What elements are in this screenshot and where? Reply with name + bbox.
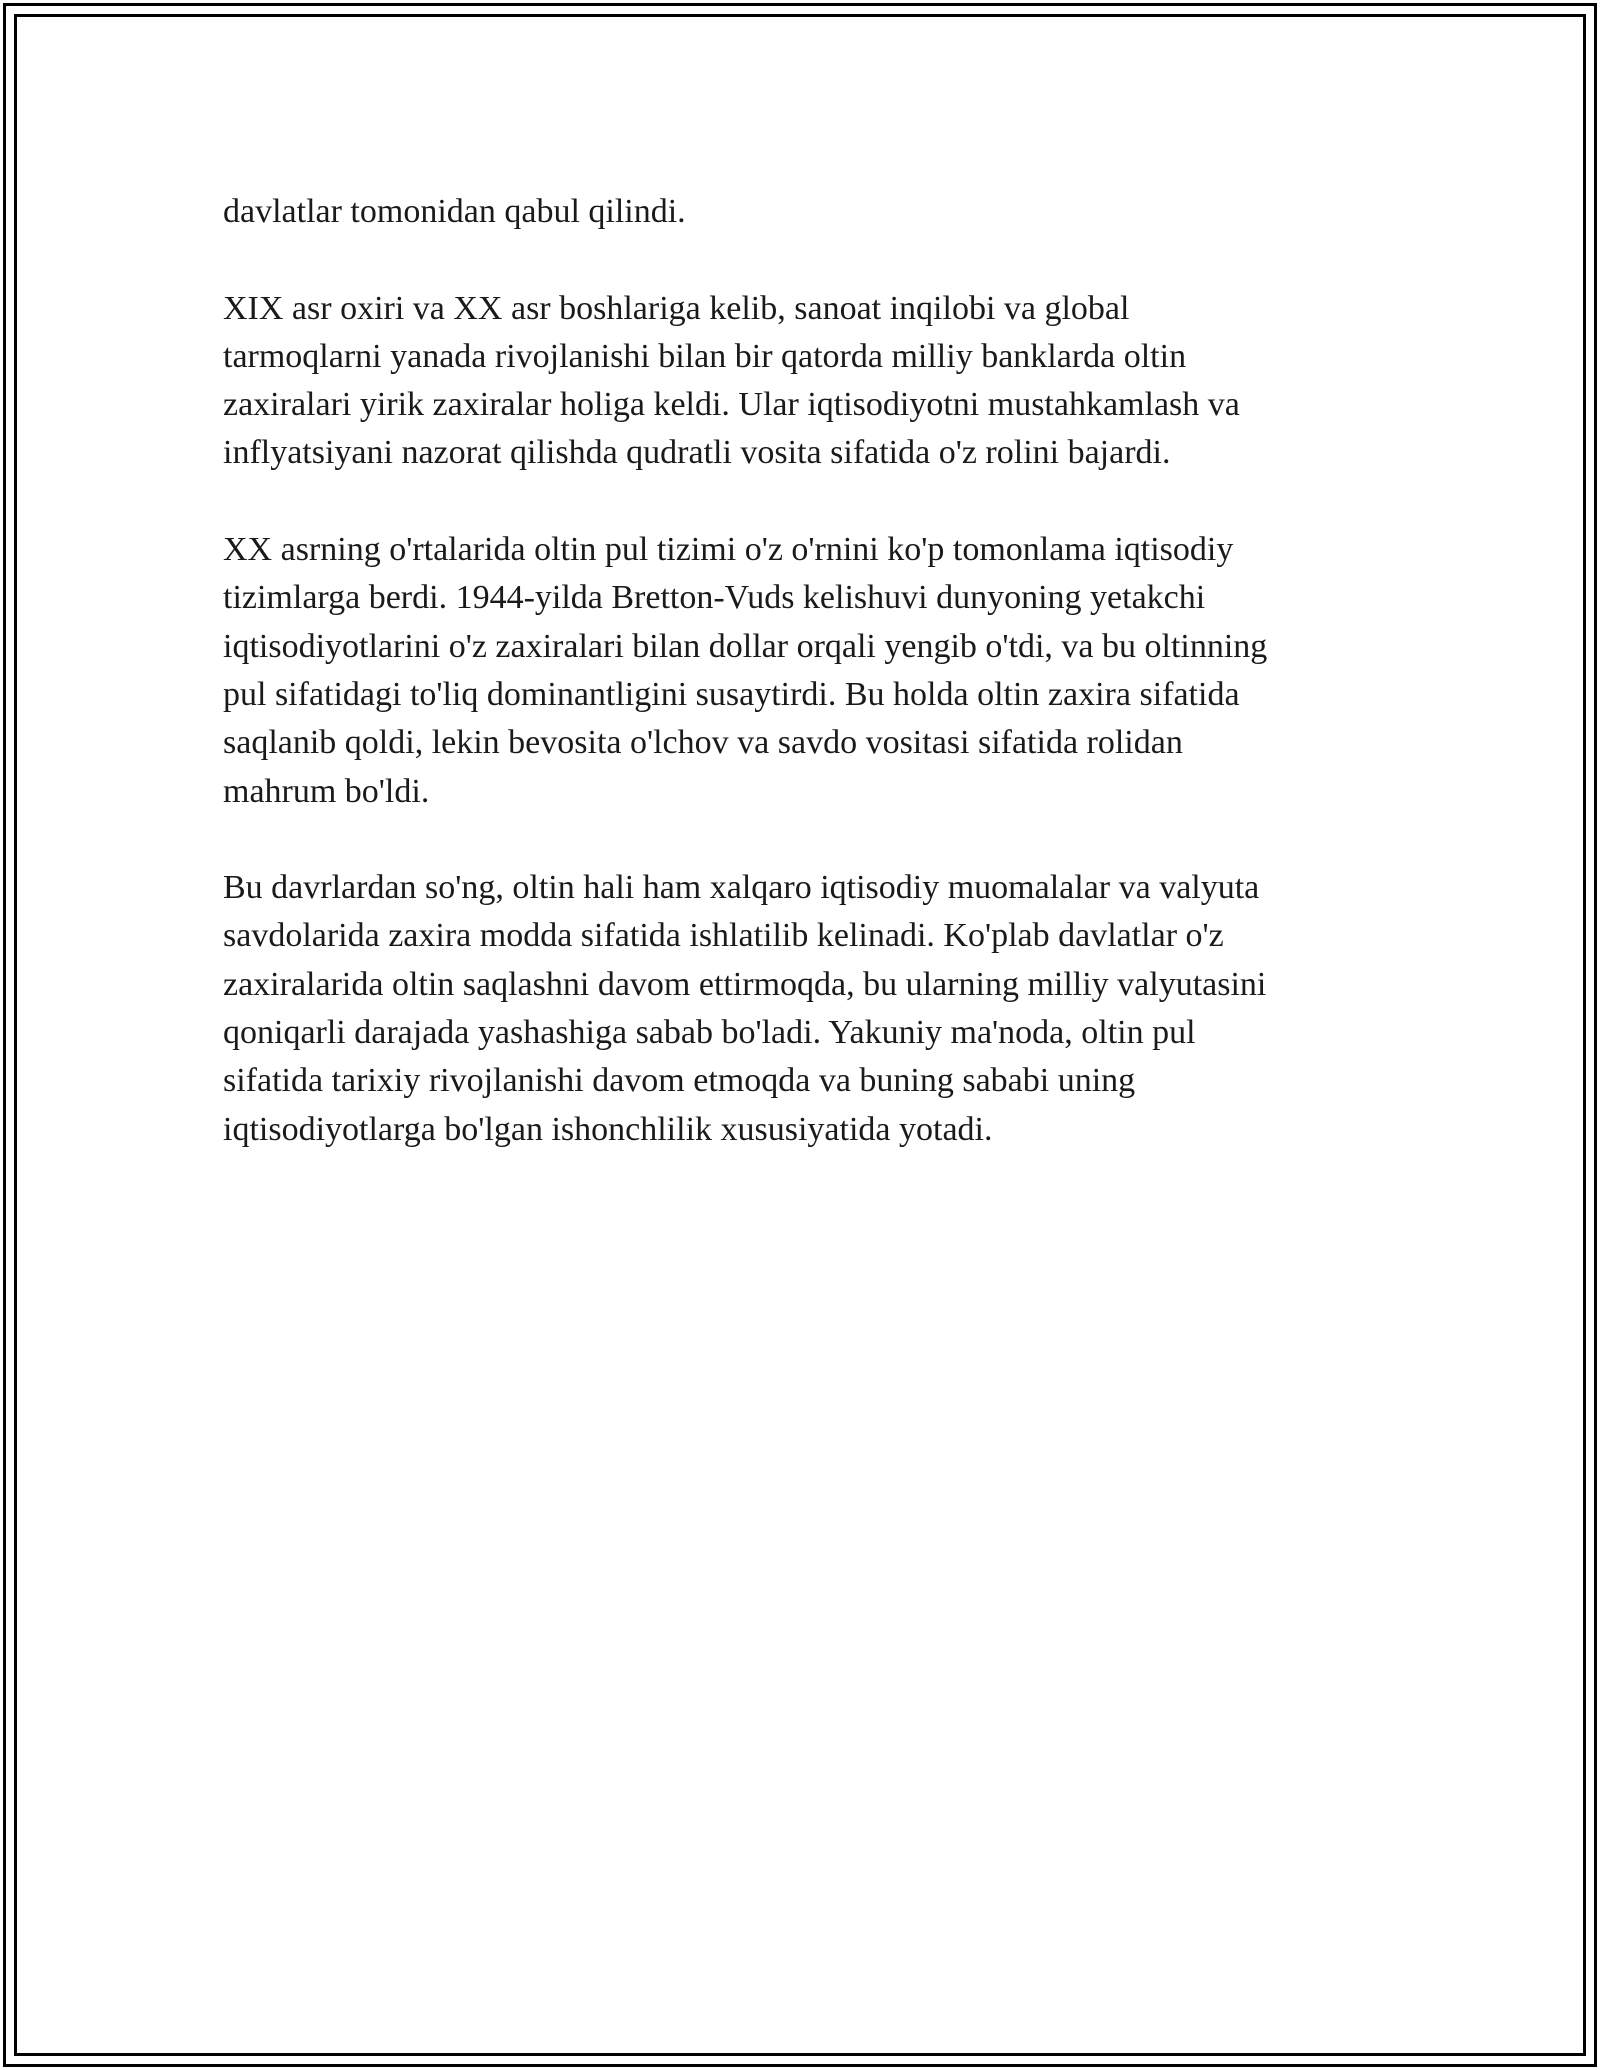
text-line: savdolarida zaxira modda sifatida ishlatilib kelinadi. Ko'plab davlatlar o'z	[223, 917, 1224, 955]
text-line: davlatlar tomonidan qabul qilindi.	[223, 193, 686, 230]
text-line: zaxiralari yirik zaxiralar holiga keldi. Ular iqtisodiyotni mustahkamlash va	[223, 386, 1240, 424]
text-line: zaxiralarida oltin saqlashni davom ettirmoqda, bu ularning milliy valyutasini	[223, 965, 1267, 1003]
text-line: XIX asr oxiri va XX asr boshlariga kelib, sanoat inqilobi va global	[223, 289, 1130, 327]
text-line: qoniqarli darajada yashashiga sabab bo'ladi. Yakuniy ma'noda, oltin pul	[223, 1014, 1196, 1052]
text-line: tarmoqlarni yanada rivojlanishi bilan bir qatorda milliy banklarda oltin	[223, 337, 1187, 375]
text-line: iqtisodiyotlarga bo'lgan ishonchlilik xususiyatida yotadi.	[223, 1110, 993, 1148]
text-line: pul sifatidagi to'liq dominantligini susaytirdi. Bu holda oltin zaxira sifatida	[223, 675, 1240, 713]
text-line: XX asrning o'rtalarida oltin pul tizimi o'z o'rnini ko'p tomonlama iqtisodiy	[223, 531, 1234, 569]
document-body	[223, 188, 1398, 1202]
text-line: iqtisodiyotlarini o'z zaxiralari bilan dollar orqali yengib o'tdi, va bu oltinning	[223, 627, 1268, 665]
text-line: Bu davrlardan so'ng, oltin hali ham xalqaro iqtisodiy muomalalar va valyuta	[223, 869, 1260, 907]
text-line: inflyatsiyani nazorat qilishda qudratli vosita sifatida o'z rolini bajardi.	[223, 434, 1171, 472]
text-line: mahrum bo'ldi.	[223, 772, 430, 810]
paragraph-4	[223, 864, 1398, 1154]
paragraph-2	[223, 285, 1398, 478]
paragraph-3	[223, 526, 1398, 816]
paragraph-1	[223, 188, 1398, 236]
text-line: sifatida tarixiy rivojlanishi davom etmoqda va buning sababi uning	[223, 1062, 1136, 1100]
text-line: saqlanib qoldi, lekin bevosita o'lchov va savdo vositasi sifatida rolidan	[223, 724, 1183, 762]
text-line: tizimlarga berdi. 1944-yilda Bretton-Vuds kelishuvi dunyoning yetakchi	[223, 579, 1206, 617]
